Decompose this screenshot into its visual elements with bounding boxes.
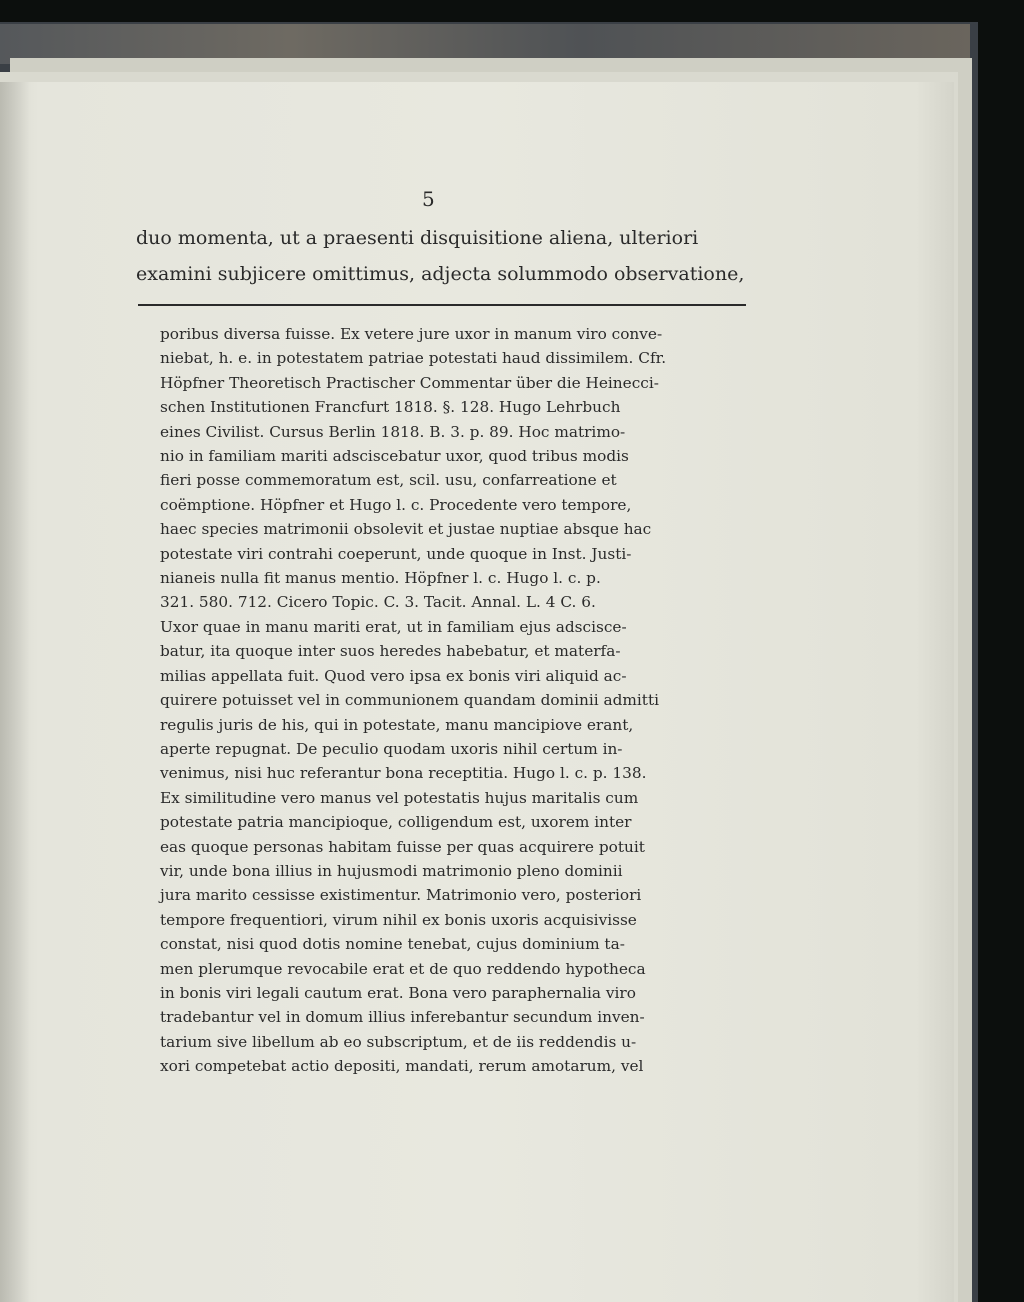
footnote-line: venimus, nisi huc referantur bona receptitia. Hugo l. c. p. 138. — [160, 764, 647, 783]
footnote-line: regulis juris de his, qui in potestate, manu mancipiove erant, — [160, 715, 634, 734]
page-number: 5 — [422, 187, 435, 211]
footnote-line: batur, ita quoque inter suos heredes habebatur, et materfa- — [160, 642, 621, 661]
footnote-line: tradebantur vel in domum illius inferebantur secundum inven- — [160, 1008, 645, 1027]
footnote-line: eas quoque personas habitam fuisse per quas acquirere potuit — [160, 837, 645, 856]
footnote-line: fieri posse commemoratum est, scil. usu, confarreatione et — [160, 471, 617, 490]
main-text — [136, 220, 764, 292]
footnote-line: aperte repugnat. De peculio quodam uxoris nihil certum in- — [160, 739, 623, 758]
footnote-line: poribus diversa fuisse. Ex vetere jure uxor in manum viro conve- — [160, 325, 663, 343]
footnote-line: potestate patria mancipioque, colligendum est, uxorem inter — [160, 813, 632, 832]
footnote-line: jura marito cessisse existimentur. Matrimonio vero, posteriori — [160, 886, 642, 905]
footnote-line: nio in familiam mariti adsciscebatur uxor, quod tribus modis — [160, 447, 629, 466]
gutter-shadow — [0, 82, 30, 1302]
footnote-line: Höpfner Theoretisch Practischer Commentar über die Heinecci- — [160, 373, 659, 392]
footnote-line: Ex similitudine vero manus vel potestatis hujus maritalis cum — [160, 788, 639, 807]
footnote-line: milias appellata fuit. Quod vero ipsa ex bonis viri aliquid ac- — [160, 666, 627, 685]
footnote-line: Uxor quae in manu mariti erat, ut in familiam ejus adscisce- — [160, 617, 627, 636]
footnote-line: eines Civilist. Cursus Berlin 1818. B. 3. p. 89. Hoc matrimo- — [160, 422, 626, 441]
footnote-line: quirere potuisset vel in communionem quandam dominii admitti — [160, 691, 659, 710]
footnote-line: vir, unde bona illius in hujusmodi matrimonio pleno dominii — [160, 861, 623, 880]
main-text-line: duo momenta, ut a praesenti disquisitione aliena, ulteriori — [136, 227, 699, 249]
footnote-line: niebat, h. e. in potestatem patriae potestati haud dissimilem. Cfr. — [160, 349, 667, 368]
footnote-line: constat, nisi quod dotis nomine tenebat, cujus dominium ta- — [160, 935, 625, 954]
footnote-divider — [138, 304, 746, 306]
footnote-line: tarium sive libellum ab eo subscriptum, et de iis reddendis u- — [160, 1032, 637, 1051]
footnote-text — [160, 322, 740, 1079]
footnote-line: haec species matrimonii obsolevit et justae nuptiae absque hac — [160, 520, 652, 539]
footnote-line: coëmptione. Höpfner et Hugo l. c. Procedente vero tempore, — [160, 495, 632, 514]
footnote-line: schen Institutionen Francfurt 1818. §. 128. Hugo Lehrbuch — [160, 398, 621, 417]
footnote-line: men plerumque revocabile erat et de quo reddendo hypotheca — [160, 959, 646, 978]
footnote-line: potestate viri contrahi coeperunt, unde quoque in Inst. Justi- — [160, 544, 632, 563]
footnote-line: in bonis viri legali cautum erat. Bona vero paraphernalia viro — [160, 983, 636, 1002]
footnote-line: xori competebat actio depositi, mandati, rerum amotarum, vel — [160, 1057, 644, 1076]
footnote-line: nianeis nulla fit manus mentio. Höpfner l. c. Hugo l. c. p. — [160, 569, 601, 588]
footnote-line: 321. 580. 712. Cicero Topic. C. 3. Tacit. Annal. L. 4 C. 6. — [160, 593, 596, 612]
main-text-line: examini subjicere omittimus, adjecta solummodo observatione, — [136, 263, 745, 285]
footnote-line: tempore frequentiori, virum nihil ex bonis uxoris acquisivisse — [160, 910, 637, 929]
